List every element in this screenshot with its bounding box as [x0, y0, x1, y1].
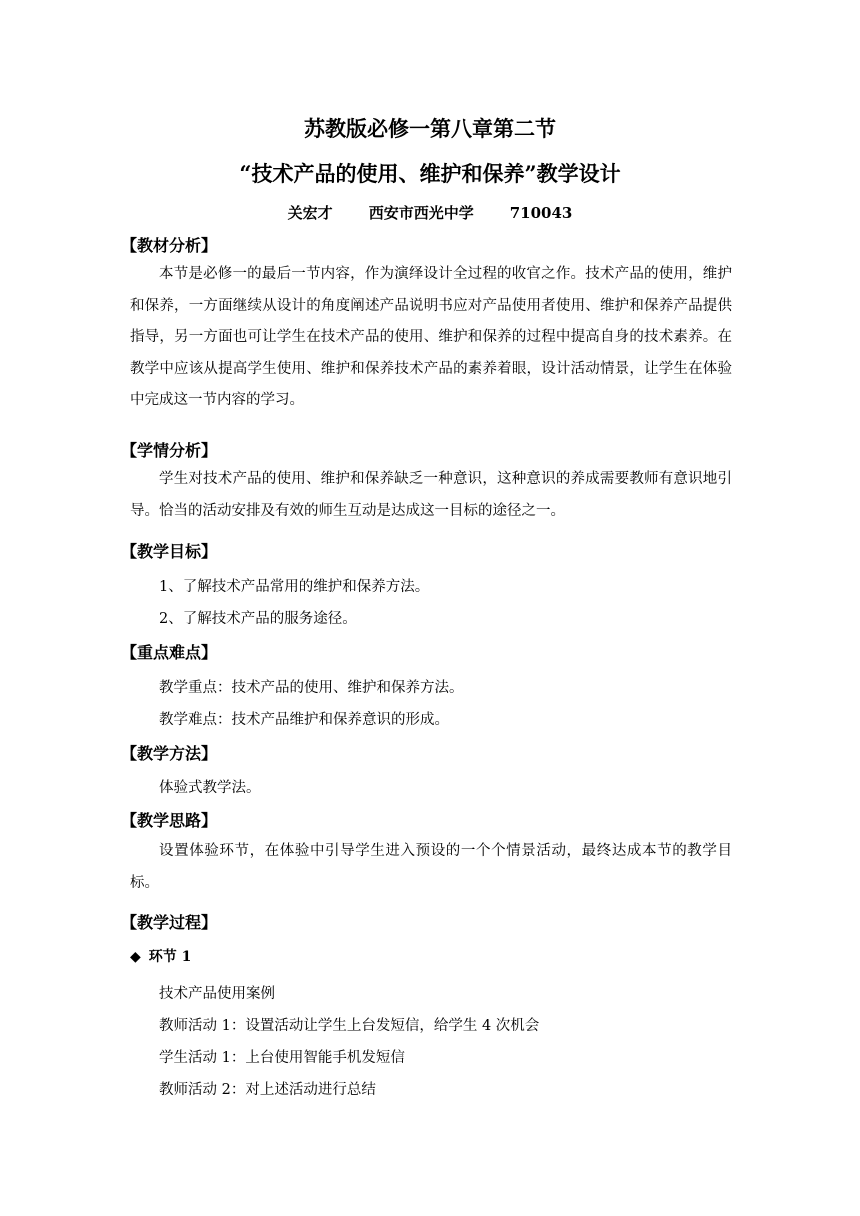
section-heading-process: 【教学过程】 [121, 913, 218, 932]
process-item-4: 教师活动 2：对上述活动进行总结 [159, 1082, 376, 1098]
process-item-3: 学生活动 1：上台使用智能手机发短信 [159, 1050, 405, 1066]
document-subtitle: “技术产品的使用、维护和保养”教学设计 [239, 161, 621, 186]
process-step-1 [130, 946, 191, 966]
author-line [0, 202, 860, 223]
method-text: 体验式教学法。 [159, 780, 261, 796]
section-heading-idea: 【教学思路】 [121, 811, 218, 830]
author-postcode: 710043 [509, 204, 573, 222]
goal-item-1: 1、了解技术产品常用的维护和保养方法。 [159, 579, 430, 595]
section-heading-material: 【教材分析】 [121, 236, 218, 255]
process-item-2: 教师活动 1：设置活动让学生上台发短信，给学生 4 次机会 [159, 1018, 540, 1034]
author-school: 西安市西光中学 [368, 204, 474, 222]
goal-item-2: 2、了解技术产品的服务途径。 [159, 611, 357, 627]
diamond-bullet-icon: ◆ [130, 949, 141, 965]
paragraph-students: 学生对技术产品的使用、维护和保养缺乏一种意识，这种意识的养成需要教师有意识地引导。恰当的活动安排及有效的师生互动是达成这一目标的途径之一。 [130, 471, 732, 519]
section-heading-students: 【学情分析】 [121, 441, 218, 460]
process-step-label: 环节 1 [148, 949, 192, 965]
key-item-2: 教学难点：技术产品维护和保养意识的形成。 [159, 712, 449, 728]
process-item-1: 技术产品使用案例 [159, 986, 275, 1002]
section-heading-method: 【教学方法】 [121, 744, 218, 763]
section-heading-goals: 【教学目标】 [121, 542, 218, 561]
author-name: 关宏才 [287, 204, 333, 222]
paragraph-idea: 设置体验环节，在体验中引导学生进入预设的一个个情景活动，最终达成本节的教学目标。 [130, 843, 732, 891]
section-heading-key: 【重点难点】 [121, 643, 218, 662]
document-title: 苏教版必修一第八章第二节 [304, 116, 556, 141]
key-item-1: 教学重点：技术产品的使用、维护和保养方法。 [159, 680, 464, 696]
paragraph-material: 本节是必修一的最后一节内容，作为演绎设计全过程的收官之作。技术产品的使用，维护和保养，一方面继续从设计的角度阐述产品说明书应对产品使用者使用、维护和保养产品提供指导，另一方面也可让学生在技术产品的使用、维护和保养的过程中提高自身的技术素养。在教学中应该从提高学生使用、维护和保养技术产品的素养着眼，设计活动情景，让学生在体验中完成这一节内容的学习。 [130, 266, 732, 408]
